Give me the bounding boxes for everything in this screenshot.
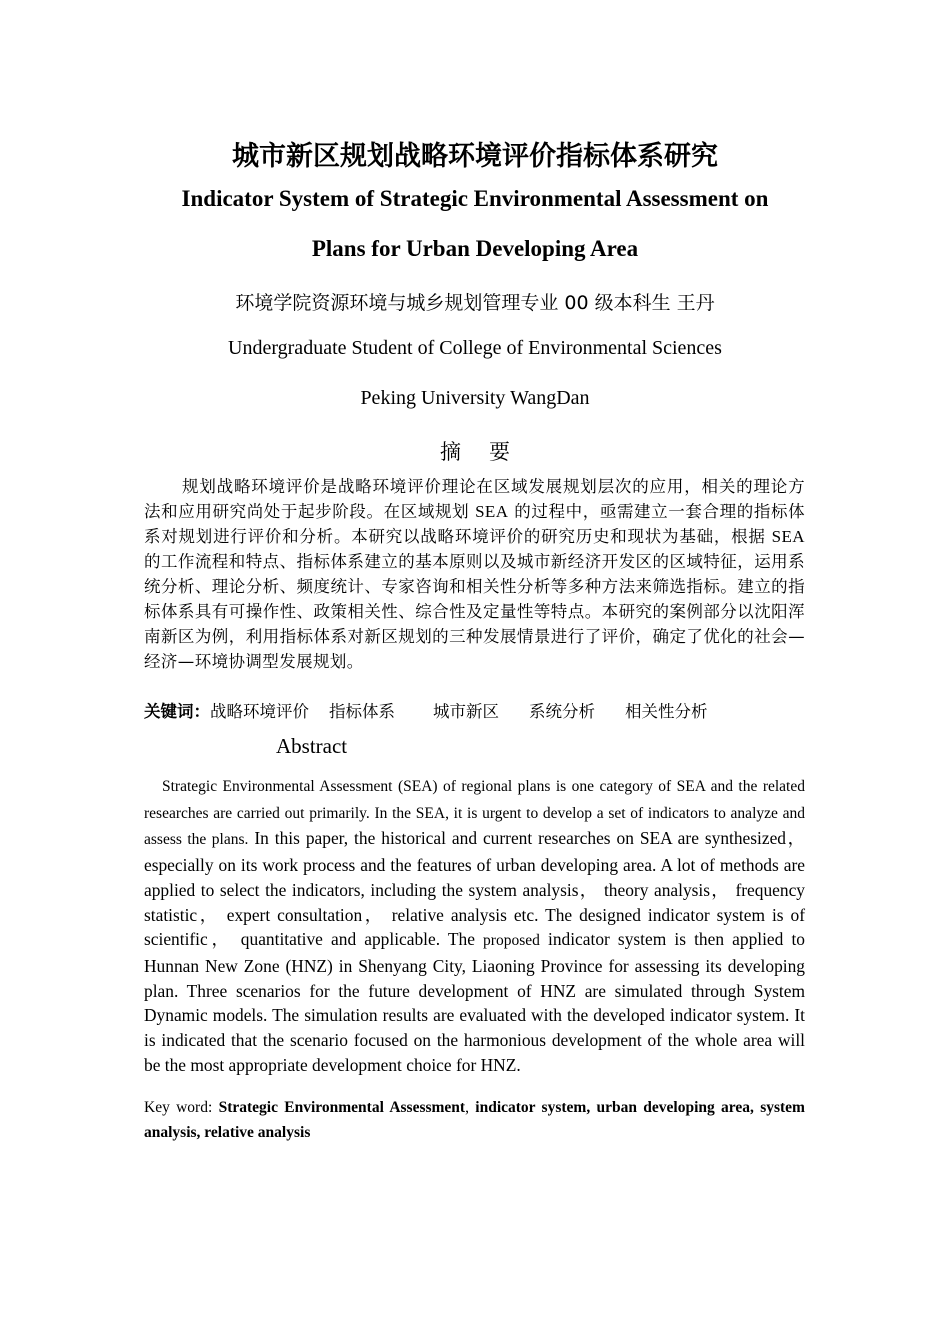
abstract-cn-heading: 摘要 [440,440,538,464]
keyword-cn-5: 相关性分析 [625,702,708,721]
keywords-cn-label: 关键词： [144,702,210,721]
abstract-en-heading: Abstract [276,734,348,758]
abstract-cn-sea1: SEA [475,502,509,521]
abstract-cn-sea2: SEA [771,527,805,546]
abstract-cn-part3: 的工作流程和特点、指标体系建立的基本原则以及城市新经济开发区的区域特征，运用系统分析、理论分析、频度统计、专家咨询和相关性分析等多种方法来筛选指标。建立的指标体系具有可操作性、政策相关性、综合性及定量性等特点。本研究的案例部分以沈阳浑南新区为例，利用指标体系对新区规划的三种发展情景进行了评价，确定了优化的社会—经济—环境协调型发展规划。 [144,552,805,671]
title-en-line1: Indicator System of Strategic Environmental Assessment on [181,186,769,211]
keyword-cn-1: 战略环境评价 [210,702,309,721]
author-cn: 环境学院资源环境与城乡规划管理专业 00 级本科生 王丹 [235,292,715,314]
abstract-cn-part1: 规划战略环境评价是战略环境评价理论在区域发展规划层次的应用，相关的理论方法和应用研究尚处于起步阶段。在区域规划 [144,477,805,521]
abstract-en-sentence4: indicator system is then applied to Hunnan New Zone (HNZ) in Shenyang City, Liaoning Province for assessing its developing plan. Three scenarios for the future development of HNZ are simulated through System Dynamic models. The simulation results are evaluated with the developed indicator system. It is indicated that the scenario focused on the harmonious development of the whole area will be the most appropriate development choice for HNZ. [144,929,805,1075]
abstract-en-body [144,773,805,1077]
keyword-cn-3: 城市新区 [433,702,499,721]
keyword-en-first: Strategic Environmental Assessment [218,1099,466,1116]
title-cn: 城市新区规划战略环境评价指标体系研究 [232,141,718,172]
abstract-en-sentence2: In this paper, the historical and current researches on SEA are synthesized，especially on its work process and the features of urban developing area. A lot of methods are applied to select the indicators, including the system analysis， theory analysis， frequency statistic， expert consultation， relative analysis etc. The designed indicator system is of scientific， quantitative and applicable. The [144,828,805,950]
abstract-en-sentence1: Strategic Environmental Assessment (SEA) of regional plans is one category of SEA and the related researches are carried out primarily. In the SEA, it is urgent to develop a set of indicators to analyze and assess the plans. [144,778,805,849]
keywords-en-separator: , [465,1099,476,1116]
keyword-cn-4: 系统分析 [529,702,595,721]
abstract-cn-body [144,474,805,674]
keyword-cn-2: 指标体系 [329,702,395,721]
author-en-line2: Peking University WangDan [360,387,590,409]
title-en-line2: Plans for Urban Developing Area [311,236,639,261]
abstract-en-proposed: proposed [483,932,540,950]
abstract-cn-part2: 的过程中，亟需建立一套合理的指标体系对规划进行评价和分析。本研究以战略环境评价的研究历史和现状为基础，根据 [144,502,805,546]
keywords-en-rest: indicator system, urban developing area, system analysis, relative analysis [144,1099,805,1141]
keywords-cn [144,699,805,724]
keywords-en-label: Key word: [144,1099,219,1116]
author-en-line1: Undergraduate Student of College of Environmental Sciences [228,337,722,359]
keywords-en [144,1095,805,1145]
